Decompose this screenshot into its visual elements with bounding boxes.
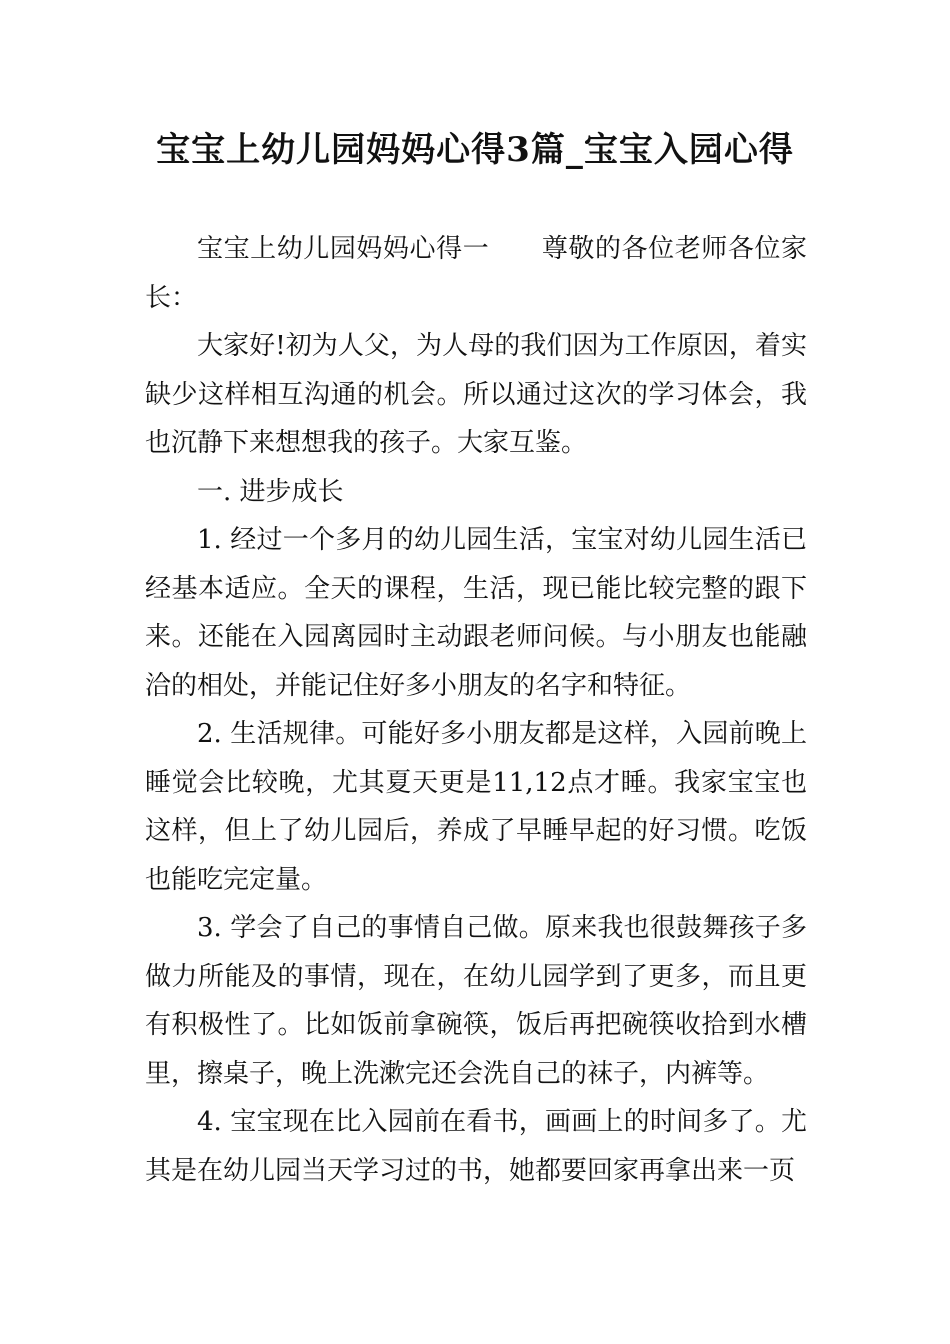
paragraph-item-1: 1. 经过一个多月的幼儿园生活，宝宝对幼儿园生活已经基本适应。全天的课程，生活，现已能比较完整的跟下来。还能在入园离园时主动跟老师问候。与小朋友也能融洽的相处，并能记住好多小朋友的名字和特征。 bbox=[145, 525, 807, 701]
paragraph-item-3: 3. 学会了自己的事情自己做。原来我也很鼓舞孩子多做力所能及的事情，现在，在幼儿园学到了更多，而且更有积极性了。比如饭前拿碗筷，饭后再把碗筷收拾到水槽里，擦桌子，晚上洗漱完还会洗自己的袜子，内裤等。 bbox=[145, 913, 807, 1089]
paragraph-item-2: 2. 生活规律。可能好多小朋友都是这样，入园前晚上睡觉会比较晚，尤其夏天更是11,12点才睡。我家宝宝也这样，但上了幼儿园后，养成了早睡早起的好习惯。吃饭也能吃完定量。 bbox=[145, 719, 807, 895]
intro-salutation: 尊敬的各位老师各位家长： bbox=[145, 234, 807, 313]
section-heading: 一. 进步成长 bbox=[197, 476, 344, 507]
document-title: 宝宝上幼儿园妈妈心得3篇_宝宝入园心得 bbox=[156, 130, 794, 170]
intro-heading: 宝宝上幼儿园妈妈心得一 bbox=[197, 234, 490, 264]
paragraph-greeting: 大家好!初为人父，为人母的我们因为工作原因，着实缺少这样相互沟通的机会。所以通过这次的学习体会，我也沉静下来想想我的孩子。大家互鉴。 bbox=[145, 331, 807, 458]
document-body bbox=[145, 225, 807, 1195]
intro-paragraph bbox=[145, 225, 807, 322]
paragraph-item-4: 4. 宝宝现在比入园前在看书，画画上的时间多了。尤其是在幼儿园当天学习过的书，她都要回家再拿出来一页 bbox=[145, 1107, 807, 1186]
